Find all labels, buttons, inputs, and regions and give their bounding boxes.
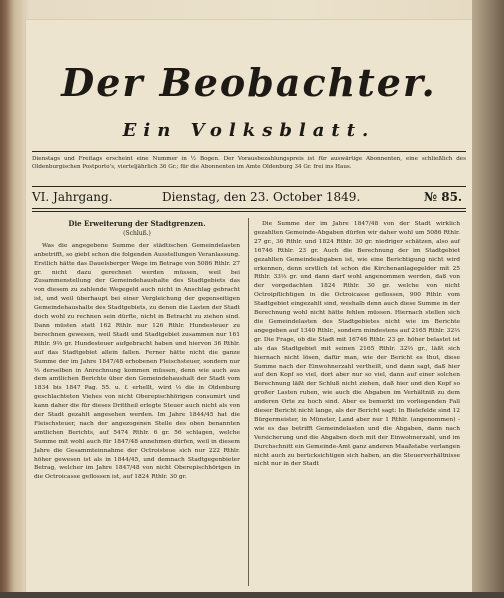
column-divider <box>248 218 249 586</box>
article-text-right: Die Summe der im Jahre 1847/48 von der Stadt wirklich gezahlten Gemeinde-Abgaben dürfen wir daher wohl um 5086 Rthlr. 27 gr., 36 Rthlr. und 1824 Rthlr. 30 gr. niedriger schätzen, also auf 16746 Rthlr. 23 gr. Auch die Berechnung der im Stadtgebiet gezahlten Gemeindeabgaben ist, wie eine Berichtigung nicht wird erkennen, denn erstlich ist schon die Kirchenanlagegelder mit 25 Rthlr. 33⅓ gr. und dann darf wohl angenommen werden, daß von der vorgedachten 1824 Rthlr. 30 gr. welche von nicht Octroipflichtigen in die Octroicasse geflossen, 900 Rthlr. vom Stadtgebiet eingezahlt sind, weshalb denn auch diese Summe in der Berechnung wohl nicht hätte fehlen müssen. Hiernach stellen sich die Gemeindelasten des Stadtgebietes nicht wie im Berichte angegeben auf 1340 Rthlr., sondern mindestens auf 2165 Rthlr. 32⅔ gr. Die Frage, ob die Stadt mit 16746 Rthlr. 23 gr. höher belastet ist als das Stadtgebiet mit seinen 2165 Rthlr. 32⅔ gr., läßt sich hiernach nicht lösen, dafür man, wie der Bericht es thut, diese Summe nach der Einwohnerzahl vertheilt, und dann sagt, daß hier auf den Kopf so viel, dort aber nur so viel, dann auf einer solchen Berechnung läßt der Schluß nicht ziehen, daß hier und den Kopf so großer Lasten ruhen, wie auch die Abgaben im Verhältniß zu dem anderen Orte zu hoch sind. Aber es bemerkt im vorliegenden Fall dieser Bericht nicht lange, als der Bericht sagt: In Bielefelde sind 12 Bürgermeister, in Münster, Land aber nur 1 Rthlr. (angenommen) - wie es das betrifft Gemeindelasten und die Abgaben, dann nach Versicherung und die Abgaben doch mit der Einwohnerzahl, und im Durchschnitt ein Gemeinde-Amt ganz anderen Maaßstabe verlangen nicht auch zu berücksichtigen sich haben, an die Steuerverhältnisse nicht nur in der Stadt <box>254 221 460 468</box>
article-text-left: Was die angegebene Summe der städtischen Gemeindelasten anbetrifft, so giebt schon die folgenden Ausstellungen Veranlassung. Erstlich hätte das Dauelsberger Wege im Betrage von 5086 Rthlr. 27 gr. nicht dazu gerechnet werden müssen, weil bei Zusammenstellung der Gemeindehaushalte des Stadtgebiets das von diesem zu zahlende Wegegeld auch nicht in Anschlag gebracht ist, und weil überhaupt bei einer Vergleichung der gegenseitigen Gemeindehaushalte des Stadtgebiets, zu denen die Lasten der Stadt doch wohl zu rechnen sein dürfte, nicht in Betracht zu ziehen sind. Dann müsten statt 162 Rthlr. nur 126 Rthlr. Hundesteuer zu berechnen gewesen, weil Stadt und Stadtgebiet zusammen nur 161 Rthlr. 9⅔ gr. Hundesteuer aufgebracht haben und hiervon 36 Rthlr. auf das Stadtgebiet allein fallen. Ferner hätte nicht die ganze Summe der im Jahre 1847/48 erhobenen Fleischsteuer, sondern nur ⅔ derselben in Anrechnung kommen müssen, denn wie auch aus dem amtlichen Berichte über den Gemeindehaushalt der Stadt vom 1834 bis 1847 Pag. 55. u. f. erhellt, wird ⅓ die in Oldenburg geschlachteten Viehes von nicht Oberepischhörigen consumirt und kann daher die für dieses Drittheil erlegte Steuer auch nicht als von der Stadt gezahlt angesehen werden. Im Jahre 1844/45 hat die Fleischsteuer, nach der angezogenen Stelle des oben benannten amtlichen Berichts, auf 5474 Rthlr. 6 gr. 56 schlagen, welche Summe mit wohl auch für 1847/48 annehmen dürfen, weil in diesem Jahre die Gesammteinnahme der Octroisteue sich nur 222 Rthlr. höher gewesen ist als in 1844/45, und demnach Stadtgegenbieter Betrag, welcher im Jahre 1847/48 von nicht Oberepischhörigen in die Octroicasse geflossen ist, auf 1824 Rthlr. 30 gr. <box>34 242 240 481</box>
divider <box>32 211 466 212</box>
article-title: Die Erweiterung der Stadtgrenzen. <box>68 219 206 228</box>
masthead-subtitle: Ein Volksblatt. <box>122 120 376 141</box>
article-note: (Schluß.) <box>123 229 151 237</box>
divider <box>32 208 466 209</box>
column-right <box>254 220 460 469</box>
divider <box>32 151 466 152</box>
book-edge <box>472 0 504 598</box>
column-left <box>34 220 240 482</box>
issue-line <box>32 190 466 208</box>
issue-number: № 85. <box>424 190 463 204</box>
book-bottom-edge <box>0 592 504 598</box>
volume: VI. Jahrgang. <box>32 190 113 204</box>
newspaper-page <box>26 20 472 592</box>
subscription-notice: Dienstags und Freitags erscheint eine Nummer in ½ Bogen. Der Vorausbezahlungspreis ist für auswärtige Abonnenten, eine schließlich des Oldenburgischen Postporto's, vierteljährlich 36 Gr.; für die Abonnenten im Amte Oldenburg 34 Gr. frei ins Haus. <box>32 156 466 170</box>
masthead-title: Der Beobachter. <box>61 60 437 105</box>
issue-date: Dienstag, den 23. October 1849. <box>162 190 361 204</box>
divider <box>32 186 466 187</box>
